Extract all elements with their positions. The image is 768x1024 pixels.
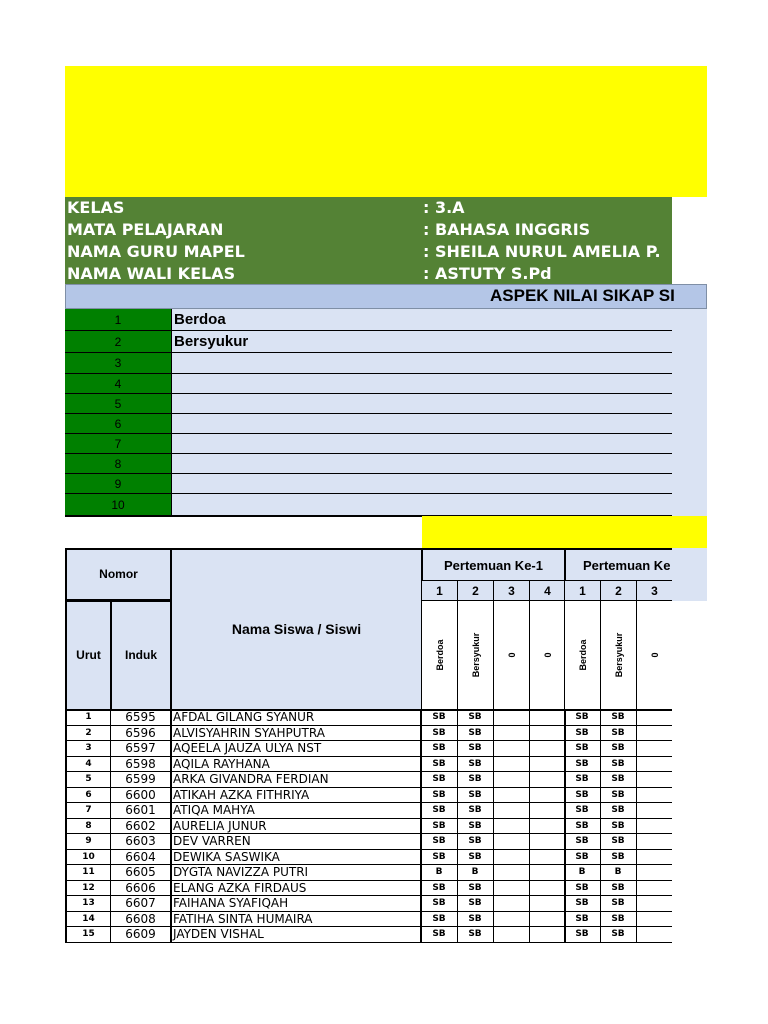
aspect-column-label: Bersyukur	[613, 632, 624, 678]
header-side-panel	[672, 548, 707, 601]
row-value	[493, 850, 530, 866]
row-value: SB	[457, 726, 494, 742]
info-label: KELAS	[67, 198, 125, 217]
divider	[65, 516, 422, 517]
pertemuan-2-label: Pertemuan Ke	[583, 558, 671, 573]
row-value: SB	[457, 896, 494, 912]
row-value: SB	[600, 710, 637, 726]
aspect-text	[172, 454, 672, 473]
row-value: SB	[564, 881, 601, 897]
row-value: SB	[421, 803, 458, 819]
urut-header	[65, 600, 112, 711]
aspect-column-label: 0	[506, 652, 517, 658]
aspect-row	[65, 474, 672, 494]
row-urut: 1	[65, 710, 111, 726]
row-value	[529, 741, 566, 757]
row-value	[529, 912, 566, 928]
row-value: SB	[421, 927, 458, 943]
row-value: SB	[421, 710, 458, 726]
row-induk: 6607	[111, 896, 172, 912]
row-value	[529, 896, 566, 912]
row-urut: 15	[65, 927, 111, 943]
row-value	[529, 881, 566, 897]
row-value: SB	[421, 757, 458, 773]
session-number: 1	[564, 580, 601, 602]
row-value	[493, 881, 530, 897]
row-value	[493, 865, 530, 881]
row-nama: JAYDEN VISHAL	[172, 927, 422, 943]
row-nama: AQILA RAYHANA	[172, 757, 422, 773]
yellow-banner	[65, 66, 707, 197]
aspect-header	[65, 284, 707, 309]
info-label: NAMA WALI KELAS	[67, 264, 236, 283]
row-value: SB	[421, 896, 458, 912]
row-value: SB	[564, 927, 601, 943]
row-urut: 3	[65, 741, 111, 757]
aspect-column-header	[600, 600, 637, 711]
session-number: 3	[493, 580, 530, 602]
aspect-column-header	[457, 600, 494, 711]
aspect-column-label: 0	[542, 652, 553, 658]
session-number: 2	[600, 580, 637, 602]
row-value: SB	[600, 819, 637, 835]
aspect-number: 10	[65, 494, 172, 515]
aspect-text	[172, 414, 672, 433]
row-value: SB	[564, 834, 601, 850]
aspect-number: 8	[65, 454, 172, 473]
session-number: 4	[529, 580, 566, 602]
row-value	[636, 819, 672, 835]
aspect-row	[65, 434, 672, 454]
row-value	[529, 834, 566, 850]
row-value: SB	[600, 788, 637, 804]
row-value: SB	[600, 834, 637, 850]
row-value: SB	[600, 896, 637, 912]
row-value	[529, 927, 566, 943]
aspect-number: 9	[65, 474, 172, 493]
info-value: : 3.A	[423, 198, 465, 217]
aspect-number: 6	[65, 414, 172, 433]
row-value	[636, 803, 672, 819]
info-label: MATA PELAJARAN	[67, 220, 224, 239]
aspect-column-label: 0	[649, 652, 660, 658]
row-induk: 6604	[111, 850, 172, 866]
info-value: : SHEILA NURUL AMELIA P.	[423, 242, 661, 261]
row-value: B	[564, 865, 601, 881]
row-value: SB	[564, 788, 601, 804]
row-value: SB	[421, 788, 458, 804]
aspect-number: 1	[65, 309, 172, 330]
row-value: SB	[564, 741, 601, 757]
row-value: SB	[564, 912, 601, 928]
row-induk: 6597	[111, 741, 172, 757]
row-value: SB	[564, 710, 601, 726]
induk-label: Induk	[125, 648, 157, 662]
row-urut: 6	[65, 788, 111, 804]
row-value	[636, 741, 672, 757]
row-value: SB	[600, 927, 637, 943]
row-value: SB	[564, 850, 601, 866]
row-value	[529, 726, 566, 742]
aspect-number: 5	[65, 394, 172, 413]
info-row-guru	[65, 241, 672, 263]
row-value	[529, 772, 566, 788]
row-urut: 9	[65, 834, 111, 850]
row-induk: 6608	[111, 912, 172, 928]
aspect-row	[65, 494, 672, 516]
pertemuan-2-header	[564, 548, 672, 582]
aspect-column-label: Berdoa	[434, 639, 445, 671]
row-urut: 4	[65, 757, 111, 773]
row-value	[636, 912, 672, 928]
nama-header	[170, 548, 423, 711]
aspect-column-header	[493, 600, 530, 711]
info-row-kelas	[65, 197, 672, 219]
aspect-row	[65, 353, 672, 374]
row-value: SB	[457, 834, 494, 850]
row-value	[529, 865, 566, 881]
row-value	[493, 819, 530, 835]
row-value	[636, 772, 672, 788]
row-nama: ALVISYAHRIN SYAHPUTRA	[172, 726, 422, 742]
row-value	[493, 772, 530, 788]
row-value	[636, 850, 672, 866]
aspect-text: Berdoa	[172, 309, 672, 330]
row-value	[529, 819, 566, 835]
aspect-number: 2	[65, 331, 172, 352]
row-value	[493, 912, 530, 928]
row-value	[636, 757, 672, 773]
aspect-text	[172, 394, 672, 413]
row-urut: 5	[65, 772, 111, 788]
aspect-text	[172, 474, 672, 493]
row-value	[529, 788, 566, 804]
row-nama: ELANG AZKA FIRDAUS	[172, 881, 422, 897]
row-nama: AQEELA JAUZA ULYA NST	[172, 741, 422, 757]
row-value: SB	[457, 788, 494, 804]
aspect-row	[65, 309, 672, 331]
row-nama: AFDAL GILANG SYANUR	[172, 710, 422, 726]
row-value: B	[421, 865, 458, 881]
row-value: SB	[421, 819, 458, 835]
aspect-title: ASPEK NILAI SIKAP SI	[490, 286, 675, 305]
aspect-column-label: Bersyukur	[470, 632, 481, 678]
aspect-text: Bersyukur	[172, 331, 672, 352]
aspect-column-header	[564, 600, 601, 711]
row-value: SB	[600, 850, 637, 866]
nomor-header	[65, 548, 172, 601]
nomor-label: Nomor	[99, 567, 138, 581]
row-induk: 6599	[111, 772, 172, 788]
aspect-number: 3	[65, 353, 172, 373]
row-value: SB	[457, 803, 494, 819]
aspect-column-header	[421, 600, 458, 711]
row-induk: 6609	[111, 927, 172, 943]
row-value: SB	[600, 757, 637, 773]
info-value: : BAHASA INGGRIS	[423, 220, 591, 239]
pertemuan-1-label: Pertemuan Ke-1	[444, 558, 543, 573]
row-urut: 10	[65, 850, 111, 866]
row-value	[493, 726, 530, 742]
row-induk: 6596	[111, 726, 172, 742]
aspect-text	[172, 494, 672, 515]
info-value: : ASTUTY S.Pd	[423, 264, 552, 283]
row-urut: 7	[65, 803, 111, 819]
session-number: 2	[457, 580, 494, 602]
row-value	[493, 803, 530, 819]
row-value	[636, 865, 672, 881]
aspect-number: 4	[65, 374, 172, 393]
row-value: SB	[457, 710, 494, 726]
yellow-strip	[422, 516, 707, 548]
induk-header	[110, 600, 172, 711]
row-value	[529, 710, 566, 726]
row-urut: 2	[65, 726, 111, 742]
nama-label: Nama Siswa / Siswi	[231, 621, 362, 637]
row-value	[529, 803, 566, 819]
row-urut: 8	[65, 819, 111, 835]
row-nama: FATIHA SINTA HUMAIRA	[172, 912, 422, 928]
row-value: SB	[564, 757, 601, 773]
row-value: B	[600, 865, 637, 881]
row-nama: ARKA GIVANDRA FERDIAN	[172, 772, 422, 788]
row-value: SB	[600, 803, 637, 819]
row-value: SB	[421, 850, 458, 866]
aspect-column-label: Berdoa	[577, 639, 588, 671]
row-value	[636, 896, 672, 912]
info-label: NAMA GURU MAPEL	[67, 242, 245, 261]
row-value: B	[457, 865, 494, 881]
row-value	[493, 788, 530, 804]
row-induk: 6601	[111, 803, 172, 819]
row-value: SB	[600, 912, 637, 928]
row-value: SB	[457, 927, 494, 943]
row-value	[493, 741, 530, 757]
row-induk: 6598	[111, 757, 172, 773]
row-value: SB	[457, 772, 494, 788]
row-value: SB	[421, 834, 458, 850]
row-induk: 6600	[111, 788, 172, 804]
pertemuan-1-header	[421, 548, 566, 582]
row-value: SB	[421, 881, 458, 897]
row-value	[493, 757, 530, 773]
aspect-column-header	[636, 600, 672, 711]
aspect-text	[172, 434, 672, 453]
row-value: SB	[421, 772, 458, 788]
session-number: 3	[636, 580, 672, 602]
row-value: SB	[564, 772, 601, 788]
row-value: SB	[564, 896, 601, 912]
aspect-column-header	[529, 600, 566, 711]
row-value	[636, 788, 672, 804]
row-value: SB	[564, 803, 601, 819]
row-nama: ATIQA MAHYA	[172, 803, 422, 819]
row-value: SB	[457, 741, 494, 757]
info-row-mapel	[65, 219, 672, 241]
row-nama: DEV VARREN	[172, 834, 422, 850]
row-value	[493, 710, 530, 726]
row-value: SB	[421, 726, 458, 742]
row-value: SB	[600, 741, 637, 757]
row-value: SB	[421, 912, 458, 928]
row-urut: 14	[65, 912, 111, 928]
row-value	[636, 834, 672, 850]
aspect-text	[172, 353, 672, 373]
row-induk: 6602	[111, 819, 172, 835]
row-nama: FAIHANA SYAFIQAH	[172, 896, 422, 912]
row-value	[493, 834, 530, 850]
row-value	[636, 726, 672, 742]
aspect-row	[65, 331, 672, 353]
aspect-side-panel	[672, 309, 707, 516]
row-value: SB	[457, 819, 494, 835]
row-value: SB	[457, 881, 494, 897]
row-value	[529, 757, 566, 773]
row-induk: 6605	[111, 865, 172, 881]
row-value	[493, 896, 530, 912]
row-value: SB	[600, 726, 637, 742]
session-number: 1	[421, 580, 458, 602]
class-info-block	[65, 197, 672, 284]
row-induk: 6595	[111, 710, 172, 726]
row-nama: AURELIA JUNUR	[172, 819, 422, 835]
row-induk: 6603	[111, 834, 172, 850]
row-urut: 13	[65, 896, 111, 912]
row-nama: ATIKAH AZKA FITHRIYA	[172, 788, 422, 804]
row-value	[493, 927, 530, 943]
row-value	[636, 710, 672, 726]
row-urut: 12	[65, 881, 111, 897]
aspect-row	[65, 454, 672, 474]
row-nama: DEWIKA SASWIKA	[172, 850, 422, 866]
aspect-row	[65, 374, 672, 394]
row-value	[636, 881, 672, 897]
aspect-number: 7	[65, 434, 172, 453]
row-value	[529, 850, 566, 866]
row-value: SB	[564, 819, 601, 835]
row-value: SB	[564, 726, 601, 742]
row-value: SB	[457, 757, 494, 773]
row-value: SB	[457, 912, 494, 928]
aspect-row	[65, 414, 672, 434]
row-nama: DYGTA NAVIZZA PUTRI	[172, 865, 422, 881]
row-value: SB	[600, 772, 637, 788]
row-value: SB	[421, 741, 458, 757]
row-value: SB	[600, 881, 637, 897]
row-induk: 6606	[111, 881, 172, 897]
aspect-text	[172, 374, 672, 393]
info-row-wali	[65, 263, 672, 285]
row-urut: 11	[65, 865, 111, 881]
aspect-row	[65, 394, 672, 414]
row-value	[636, 927, 672, 943]
row-value: SB	[457, 850, 494, 866]
urut-label: Urut	[76, 648, 101, 662]
